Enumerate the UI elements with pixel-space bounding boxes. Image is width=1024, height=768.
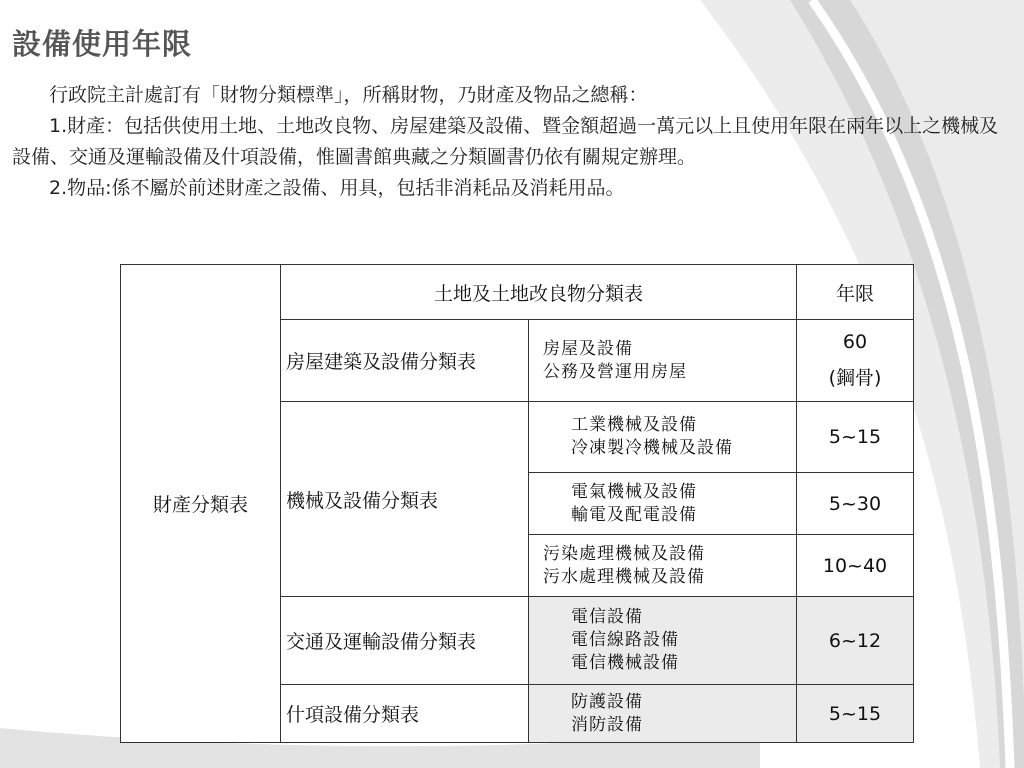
item-text: 房屋及設備: [543, 338, 633, 359]
years-cell-pollution: 10~40: [797, 535, 914, 597]
item-text: 電氣機械及設備: [571, 481, 697, 502]
paragraph-definition: 行政院主計處訂有「財物分類標準」，所稱財物，乃財產及物品之總稱：: [49, 84, 648, 106]
item-text: 冷凍製冷機械及設備: [571, 438, 733, 458]
intro-text: [12, 80, 1017, 204]
years-note: (鋼骨): [828, 367, 882, 389]
paragraph-goods: 2.物品:係不屬於前述財產之設備、用具，包括非消耗品及消耗用品。: [49, 177, 625, 199]
category-cell-transport: 交通及運輸設備分類表: [281, 597, 529, 685]
item-text: 電信線路設備: [571, 630, 679, 650]
item-text: 電信機械設備: [571, 653, 679, 673]
main-category-cell: 財產分類表: [121, 265, 281, 743]
years-cell-telecom: 6~12: [797, 597, 914, 685]
item-text: 污水處理機械及設備: [543, 566, 705, 587]
years-cell-protection: 5~15: [797, 685, 914, 743]
items-cell-electrical: [529, 473, 797, 535]
items-cell-protection: [529, 685, 797, 743]
header-category-cell: 土地及土地改良物分類表: [281, 265, 797, 320]
items-cell-pollution: [529, 535, 797, 597]
years-cell-buildings: [797, 320, 914, 402]
property-classification-table: [120, 264, 914, 743]
items-cell-industrial: [529, 402, 797, 473]
category-cell-misc: 什項設備分類表: [281, 685, 529, 743]
page-title: 設備使用年限: [12, 27, 193, 61]
items-cell-telecom: [529, 597, 797, 685]
items-cell-buildings: [529, 320, 797, 402]
years-cell-electrical: 5~30: [797, 473, 914, 535]
item-text: 污染處理機械及設備: [543, 543, 705, 564]
item-text: 輸電及配電設備: [571, 504, 697, 525]
header-years-cell: 年限: [797, 265, 914, 320]
item-text: 公務及營運用房屋: [543, 361, 687, 382]
item-text: 電信設備: [571, 607, 643, 627]
category-cell-machinery: 機械及設備分類表: [281, 402, 529, 597]
years-cell-industrial: 5~15: [797, 402, 914, 473]
item-text: 消防設備: [571, 714, 643, 735]
item-text: 防護設備: [571, 691, 643, 712]
years-value: 60: [842, 331, 868, 353]
table-header-row: [121, 265, 914, 320]
paragraph-property: 1.財產：包括供使用土地、土地改良物、房屋建築及設備、暨金額超過一萬元以上且使用年限在兩年以上之機械及設備、交通及運輸設備及什項設備，惟圖書館典藏之分類圖書仍依有關規定辦理。: [12, 115, 999, 168]
item-text: 工業機械及設備: [571, 415, 697, 435]
category-cell-buildings: 房屋建築及設備分類表: [281, 320, 529, 402]
